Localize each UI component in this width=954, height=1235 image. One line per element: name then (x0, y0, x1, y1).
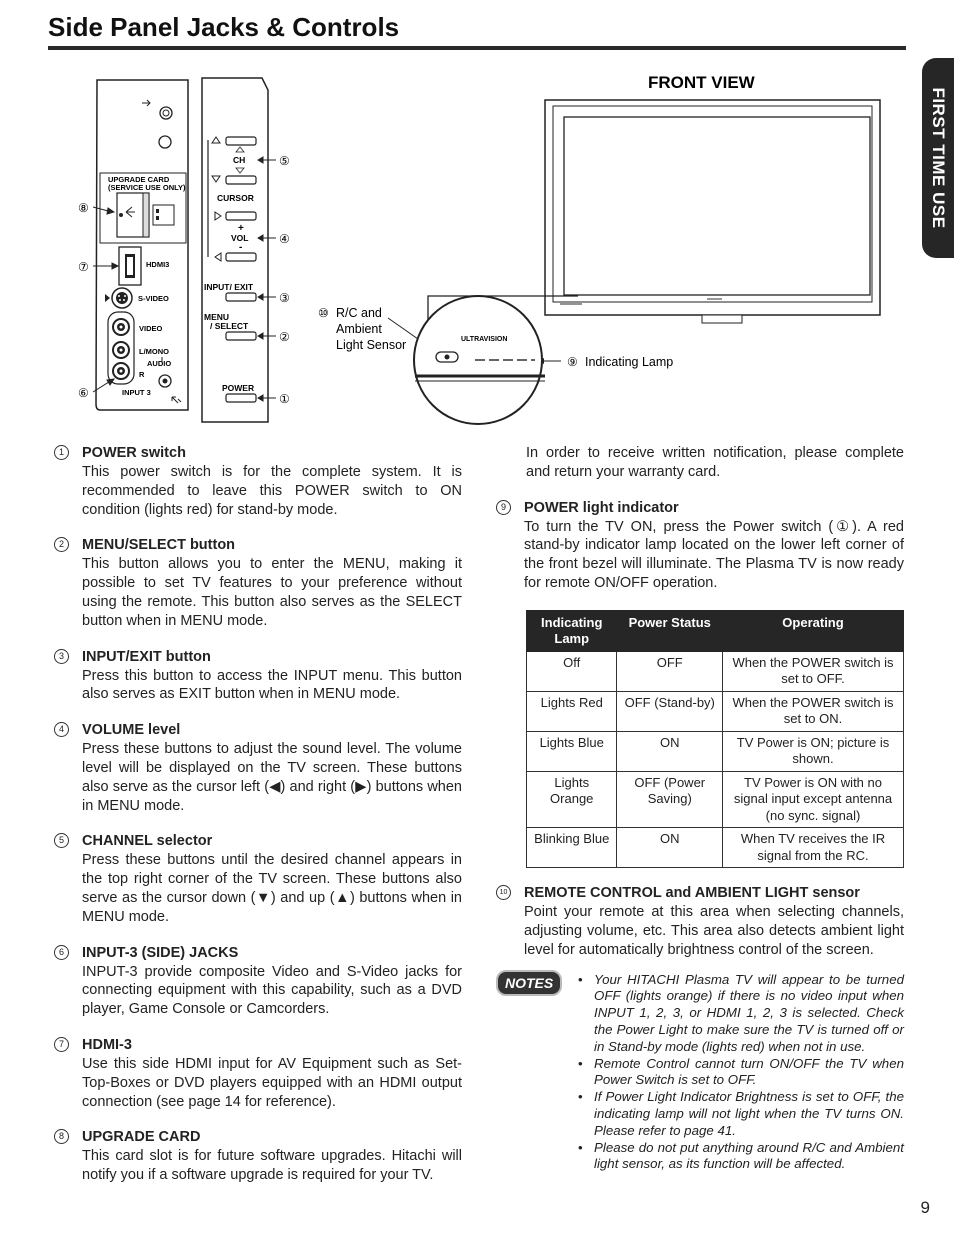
item-volume (54, 721, 462, 815)
table-row (527, 731, 904, 771)
note-item: • If Power Light Indicator Brightness is set to OFF, the indicating lamp will not light when the TV turns ON. Please refer to page 41. (570, 1089, 904, 1139)
warranty-note: In order to receive written notification, please complete and return your warranty card. (526, 445, 904, 480)
item-channel (54, 832, 462, 926)
callout-9: ⑨ (567, 355, 578, 369)
item-text: Press this button to access the INPUT menu. This button also serves as EXIT button when in MENU mode. (82, 667, 462, 703)
item-number: 2 (54, 537, 69, 552)
item-menu-select (54, 536, 462, 630)
item-title: INPUT-3 (SIDE) JACKS (82, 944, 239, 961)
plus-sign: + (238, 223, 244, 234)
control-panel (202, 78, 268, 422)
table-cell: When the POWER switch is set to OFF. (723, 651, 904, 691)
callout-7: ⑦ (78, 260, 89, 274)
brand-label: ULTRAVISION (461, 336, 508, 343)
table-cell: OFF (Power Saving) (617, 771, 723, 828)
input-exit-label: INPUT/ EXIT (204, 282, 254, 292)
callout-6: ⑥ (78, 386, 89, 400)
ch-label: CH (233, 155, 246, 165)
svideo-label: S-VIDEO (138, 294, 169, 303)
table-header: Operating (723, 610, 904, 651)
item-title: REMOTE CONTROL and AMBIENT LIGHT sensor (524, 885, 860, 902)
table-cell: Lights Blue (527, 731, 617, 771)
table-row (527, 651, 904, 691)
front-view-label: FRONT VIEW (648, 73, 755, 92)
select-label: / SELECT (210, 321, 249, 331)
item-text: Use this side HDMI input for AV Equipment such as Set-Top-Boxes or DVD players equipped with an HDMI output connection (see page 14 for reference). (82, 1055, 462, 1110)
item-input-exit (54, 648, 462, 705)
table-row (527, 828, 904, 868)
callout-2: ② (279, 330, 290, 344)
notes-badge: NOTES (496, 970, 562, 996)
table-row (527, 771, 904, 828)
vol-label: VOL (231, 233, 249, 243)
minus-sign: - (239, 242, 243, 253)
table-cell: Blinking Blue (527, 828, 617, 868)
indicator-status-table (526, 610, 904, 869)
table-cell: OFF (617, 651, 723, 691)
item-title: VOLUME level (82, 722, 181, 739)
table-cell: OFF (Stand-by) (617, 691, 723, 731)
item-text: To turn the TV ON, press the Power switch (①). A red stand-by indicator lamp located on the lower left corner of the front bezel will illuminate. The Plasma TV is now ready for remote ON/OFF operation. (524, 518, 904, 591)
side-panel-figure (0, 60, 954, 432)
hdmi3-label: HDMI3 (146, 260, 170, 269)
jack-panel (96, 80, 188, 410)
note-item: • Your HITACHI Plasma TV will appear to be turned OFF (lights orange) if there is no video input when INPUT 1, 2, 3, or HDMI 1, 2, 3 is selected. Check the Power Light to make sure the TV is turned off or in Stand-by mode (lights red) when not in use. (570, 972, 904, 1056)
menu-label: MENU (204, 312, 230, 322)
item-text: Point your remote at this area when selecting channels, adjusting volume, etc. This area also detects ambient light level for automatically brightness control of the screen. (524, 904, 904, 958)
table-cell: When the POWER switch is set to ON. (723, 691, 904, 731)
table-row (527, 691, 904, 731)
note-item: • Remote Control cannot turn ON/OFF the TV when Power Switch is set to OFF. (570, 1056, 904, 1090)
item-text: Press these buttons until the desired channel appears in the top right corner of the TV screen. These buttons also serve as the cursor down (▼) and up (▲) buttons when in MENU mode. (82, 852, 462, 925)
video-label: VIDEO (139, 324, 163, 333)
item-number: 6 (54, 945, 69, 960)
table-cell: Off (527, 651, 617, 691)
item-title: HDMI-3 (82, 1036, 132, 1053)
table-header: Power Status (617, 610, 723, 651)
item-number: 5 (54, 833, 69, 848)
item-title: POWER switch (82, 445, 186, 461)
item-title: POWER light indicator (524, 499, 679, 516)
item-text: Press these buttons to adjust the sound level. The volume level will be displayed on the TV screen. These buttons also serve as the cursor left (◀) and right (▶) buttons when in MENU mode. (82, 741, 462, 814)
tv-front (545, 100, 880, 323)
rc-label-3: Light Sensor (336, 338, 407, 352)
table-cell: When TV receives the IR signal from the RC. (723, 828, 904, 868)
item-upgrade-card (54, 1128, 462, 1185)
page-title: Side Panel Jacks & Controls (48, 12, 400, 42)
table-cell: ON (617, 731, 723, 771)
item-number: 4 (54, 722, 69, 737)
cursor-label: CURSOR (217, 193, 254, 203)
item-text: This power switch is for the complete system. It is recommended to leave this POWER switch to ON condition (lights red) for stand-by mode. (82, 464, 462, 518)
section-tab-label: FIRST TIME USE (929, 87, 948, 229)
item-hdmi3 (54, 1036, 462, 1111)
callout-3: ③ (279, 291, 290, 305)
item-number: 10 (496, 885, 511, 900)
service-use-label: (SERVICE USE ONLY) (108, 183, 186, 192)
item-number: 3 (54, 649, 69, 664)
note-item: • Please do not put anything around R/C and Ambient light sensor, as its function will be affected. (570, 1140, 904, 1174)
item-text: This button allows you to enter the MENU, making it possible to set TV features to your preference without using the remote. This button also serves as the SELECT button when in MENU mode. (82, 556, 462, 629)
item-number: 9 (496, 500, 511, 515)
table-header: Indicating Lamp (527, 610, 617, 651)
callout-8: ⑧ (78, 201, 89, 215)
item-title: MENU/SELECT button (82, 537, 236, 554)
input3-label: INPUT 3 (122, 388, 151, 397)
callout-4: ④ (279, 232, 290, 246)
r-label: R (139, 370, 145, 379)
upgrade-card-label: UPGRADE CARD (108, 175, 170, 184)
indicating-lamp-label: Indicating Lamp (585, 355, 674, 369)
item-text: This card slot is for future software upgrades. Hitachi will notify you if a software upgrade is required for your TV. (82, 1148, 462, 1184)
item-remote-sensor (496, 884, 904, 959)
item-number: 8 (54, 1129, 69, 1144)
item-text: INPUT-3 provide composite Video and S-Video jacks for connecting equipment with this capability, such as a DVD player, Game Console or Camcorders. (82, 963, 462, 1018)
item-power-light (496, 499, 904, 593)
title-rule (48, 46, 906, 50)
callout-10: ⑩ (318, 306, 329, 320)
power-label: POWER (222, 383, 255, 393)
callout-1: ① (279, 392, 290, 406)
rc-label-1: R/C and (336, 306, 382, 320)
table-cell: Lights Orange (527, 771, 617, 828)
item-title: INPUT/EXIT button (82, 648, 211, 665)
left-column (54, 444, 462, 1202)
table-cell: Lights Red (527, 691, 617, 731)
right-column (496, 444, 904, 1173)
item-title: CHANNEL selector (82, 833, 213, 850)
audio-label: AUDIO (147, 359, 172, 368)
notes-list (570, 972, 904, 1174)
item-number: 1 (54, 445, 69, 460)
lmono-label: L/MONO (139, 347, 169, 356)
page-number: 9 (920, 1198, 930, 1217)
callout-5: ⑤ (279, 154, 290, 168)
table-cell: TV Power is ON with no signal input except antenna (no sync. signal) (723, 771, 904, 828)
table-cell: TV Power is ON; picture is shown. (723, 731, 904, 771)
notes-box (496, 972, 904, 1174)
item-title: UPGRADE CARD (82, 1129, 201, 1146)
table-cell: ON (617, 828, 723, 868)
rc-label-2: Ambient (336, 322, 382, 336)
item-input3 (54, 944, 462, 1019)
item-power-switch (54, 444, 462, 519)
item-number: 7 (54, 1037, 69, 1052)
